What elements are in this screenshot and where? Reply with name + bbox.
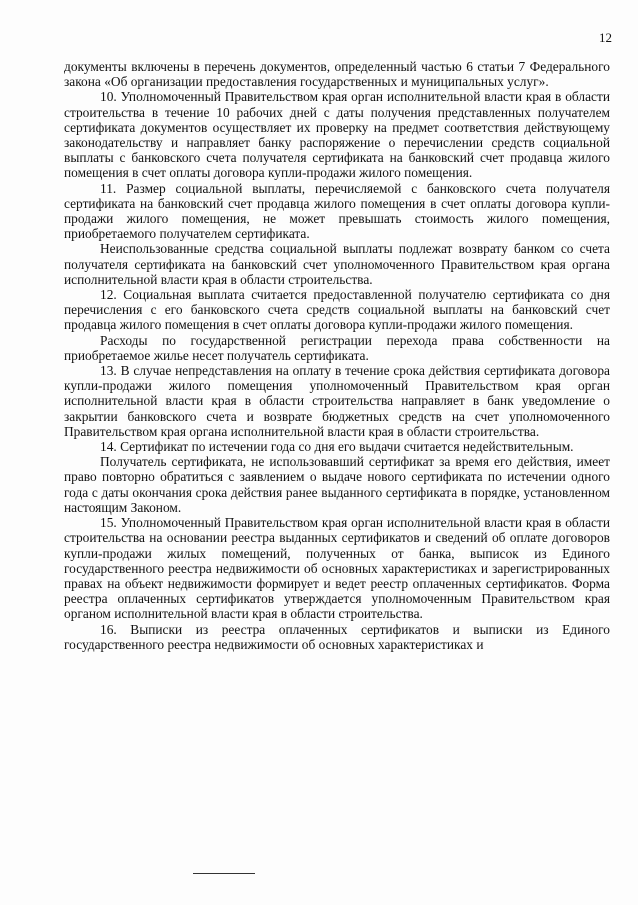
paragraph-item-15: 15. Уполномоченный Правительством края орган исполнительной власти края в области строительства на основании реестра выданных сертификатов и сведений об оплате договоров купли-продажи жилых помещений, полученных от банка, выписок из Единого государственного реестра недвижимости об основных характеристиках и зарегистрированных правах на объект недвижимости формирует и ведет реестр оплаченных сертификатов. Форма реестра оплаченных сертификатов утверждается уполномоченным Правительством края органом исполнительной власти края в области строительства.	[64, 515, 610, 622]
page-number: 12	[599, 30, 612, 45]
paragraph-item-16: 16. Выписки из реестра оплаченных сертификатов и выписки из Единого государственного реестра недвижимости об основных характеристиках и	[64, 621, 610, 652]
paragraph-continuation: документы включены в перечень документов, определенный частью 6 статьи 7 Федерального закона «Об организации предоставления государственных и муниципальных услуг».	[64, 59, 610, 90]
footer-rule	[193, 873, 255, 874]
paragraph-unused-funds: Неиспользованные средства социальной выплаты подлежат возврату банком со счета получателя сертификата на банковский счет уполномоченного Правительством края органа исполнительной власти края в области строительства.	[64, 241, 610, 287]
paragraph-item-13: 13. В случае непредставления на оплату в течение срока действия сертификата договора купли-продажи жилого помещения уполномоченный Правительством края орган исполнительной власти края в области строительства направляет в банк уведомление о закрытии банковского счета и возврате бюджетных средств на счет уполномоченного Правительством края органа исполнительной власти края в области строительства.	[64, 363, 610, 439]
paragraph-registration-costs: Расходы по государственной регистрации перехода права собственности на приобретаемое жилье несет получатель сертификата.	[64, 332, 610, 363]
paragraph-item-12: 12. Социальная выплата считается предоставленной получателю сертификата со дня перечисления с его банковского счета средств социальной выплаты на банковский счет продавца жилого помещения в счет оплаты договора купли-продажи жилого помещения.	[64, 287, 610, 333]
document-body	[64, 59, 610, 652]
paragraph-reapplication: Получатель сертификата, не использовавший сертификат за время его действия, имеет право повторно обратиться с заявлением о выдаче нового сертификата по истечении одного года с даты окончания срока действия ранее выданного сертификата в порядке, установленном настоящим Законом.	[64, 454, 610, 515]
paragraph-item-11: 11. Размер социальной выплаты, перечисляемой с банковского счета получателя сертификата на банковский счет продавца жилого помещения в счет оплаты договора купли-продажи жилого помещения, не может превышать стоимость жилого помещения, приобретаемого получателем сертификата.	[64, 180, 610, 242]
paragraph-item-10: 10. Уполномоченный Правительством края орган исполнительной власти края в области строительства в течение 10 рабочих дней с даты получения представленных получателем сертификата документов осуществляет их проверку на предмет соответствия действующему законодательству и направляет банку распоряжение о перечислении средств социальной выплаты с банковского счета получателя сертификата на банковский счет продавца жилого помещения в счет оплаты договора купли-продажи жилого помещения.	[64, 89, 610, 181]
paragraph-item-14: 14. Сертификат по истечении года со дня его выдачи считается недействительным.	[100, 439, 574, 455]
